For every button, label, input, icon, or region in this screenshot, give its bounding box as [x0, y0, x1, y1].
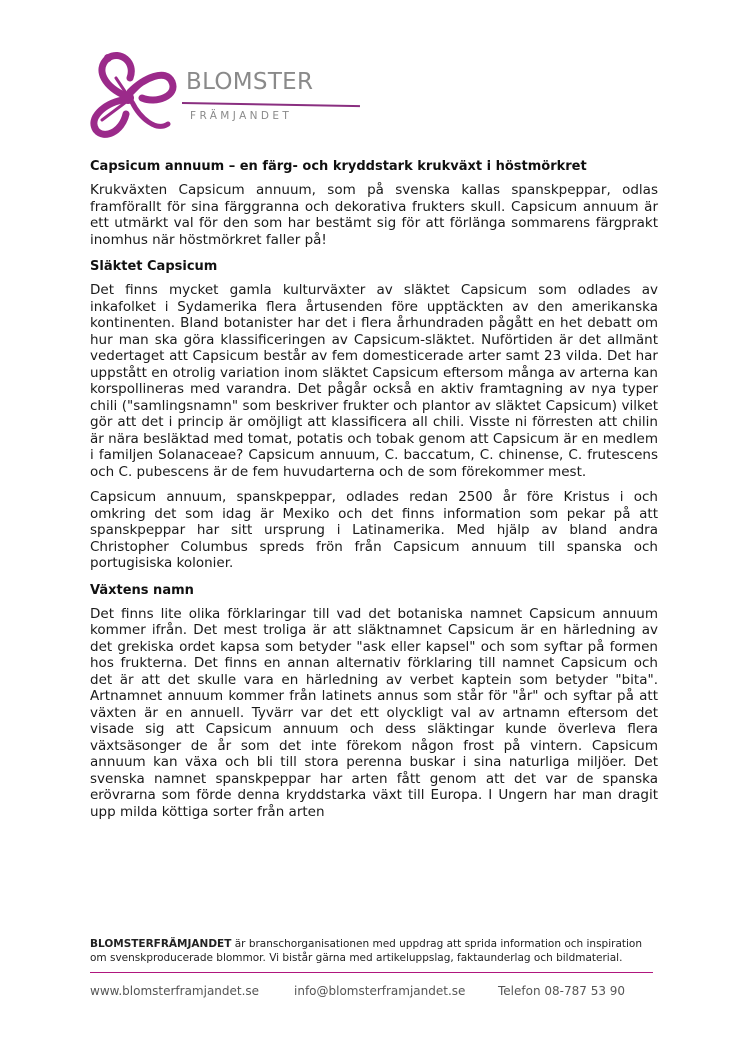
- flower-swirl-logo-icon: [86, 48, 196, 142]
- footer-org-text: är branschorganisationen med uppdrag att sprida information och inspiration om svenskproducerade blommor. Vi bistår gärna med artikeluppslag, faktaunderlag och bildmaterial.: [90, 938, 643, 964]
- footer-org-name: BLOMSTERFRÄMJANDET: [90, 938, 232, 950]
- section-paragraph: Capsicum annuum, spanskpeppar, odlades redan 2500 år före Kristus i och omkring det som idag är Mexiko och det finns information som pekar på att spanskpeppar har sitt ursprung i Latinamerika. Med hjälp av bland andra Christopher Columbus spreds frön från Capsicum annuum till spanska och portugisiska kolonier.: [90, 489, 658, 571]
- footer-divider: [90, 972, 653, 973]
- section-paragraph: Det finns lite olika förklaringar till vad det botaniska namnet Capsicum annuum kommer ifrån. Det mest troliga är att släktnamnet Capsicum är en härledning av det grekiska ordet kapsa som betyder "ask eller kapsel" och som syftar på formen hos frukterna. Det finns en annan alternativ förklaring till namnet Capsicum och det är att det skulle vara en härledning av verbet kaptein som betyder "bita". Artnamnet annuum kommer från latinets annus som står för "år" och syftar på att växten är en annuell. Tyvärr var det ett olyckligt val av artnamn eftersom det visade sig att Capsicum annuum och dess släktingar kunde överleva flera växtsäsonger de år som det inte förekom någon frost på vintern. Capsicum annuum kan växa och bli till stora perenna buskar i sina naturliga miljöer. Det svenska namnet spanskpeppar har arten fått genom att det var de spanska erövrarna som förde denna kryddstarka växt till Europa. I Ungern har man dragit upp milda köttiga sorter från arten: [90, 605, 658, 820]
- article: [90, 157, 658, 829]
- brand-subname: FRÄMJANDET: [190, 110, 293, 122]
- footer-description: [90, 937, 658, 965]
- footer-website-link[interactable]: www.blomsterframjandet.se: [90, 984, 260, 998]
- section-heading-vaxtens-namn: Växtens namn: [90, 582, 194, 598]
- brand-underline: [182, 102, 360, 107]
- brand-name: BLOMSTER: [186, 69, 314, 95]
- article-intro: Krukväxten Capsicum annuum, som på svenska kallas spanskpeppar, odlas framförallt för sina färggranna och dekorativa frukters skull. Capsicum annuum är ett utmärkt val för den som har bestämt sig för att förlänga sommarens färgprakt inomhus när höstmörkret faller på!: [90, 182, 658, 248]
- article-title: Capsicum annuum – en färg- och kryddstark krukväxt i höstmörkret: [90, 159, 587, 174]
- section-paragraph: Det finns mycket gamla kulturväxter av släktet Capsicum som odlades av inkafolket i Sydamerika flera årtusenden före upptäckten av den amerikanska kontinenten. Bland botanister har det i flera århundraden pågått en het debatt om hur man ska göra klassificeringen av Capsicum-släktet. Nuförtiden är det allmänt vedertaget att Capsicum består av fem domesticerade arter samt 23 vilda. Det har uppstått en otrolig variation inom släktet Capsicum eftersom många av arterna kan korspollineras med varandra. Det pågår också en aktiv framtagning av nya typer chili ("samlingsnamn" som beskriver frukter och plantor av släktet Capsicum) vilket gör att det i princip är omöjligt att klassificera all chili. Visste ni förresten att chilin är nära besläktad med tomat, potatis och tobak genom att Capsicum är en medlem i familjen Solanaceae? Capsicum annuum, C. baccatum, C. chinense, C. frutescens och C. pubescens är de fem huvudarterna och de som förekommer mest.: [90, 282, 658, 480]
- footer-email-link[interactable]: info@blomsterframjandet.se: [294, 984, 466, 998]
- section-heading-slaktet: Släktet Capsicum: [90, 259, 218, 274]
- brand-logo: [86, 48, 366, 142]
- footer-phone: Telefon 08-787 53 90: [498, 984, 626, 998]
